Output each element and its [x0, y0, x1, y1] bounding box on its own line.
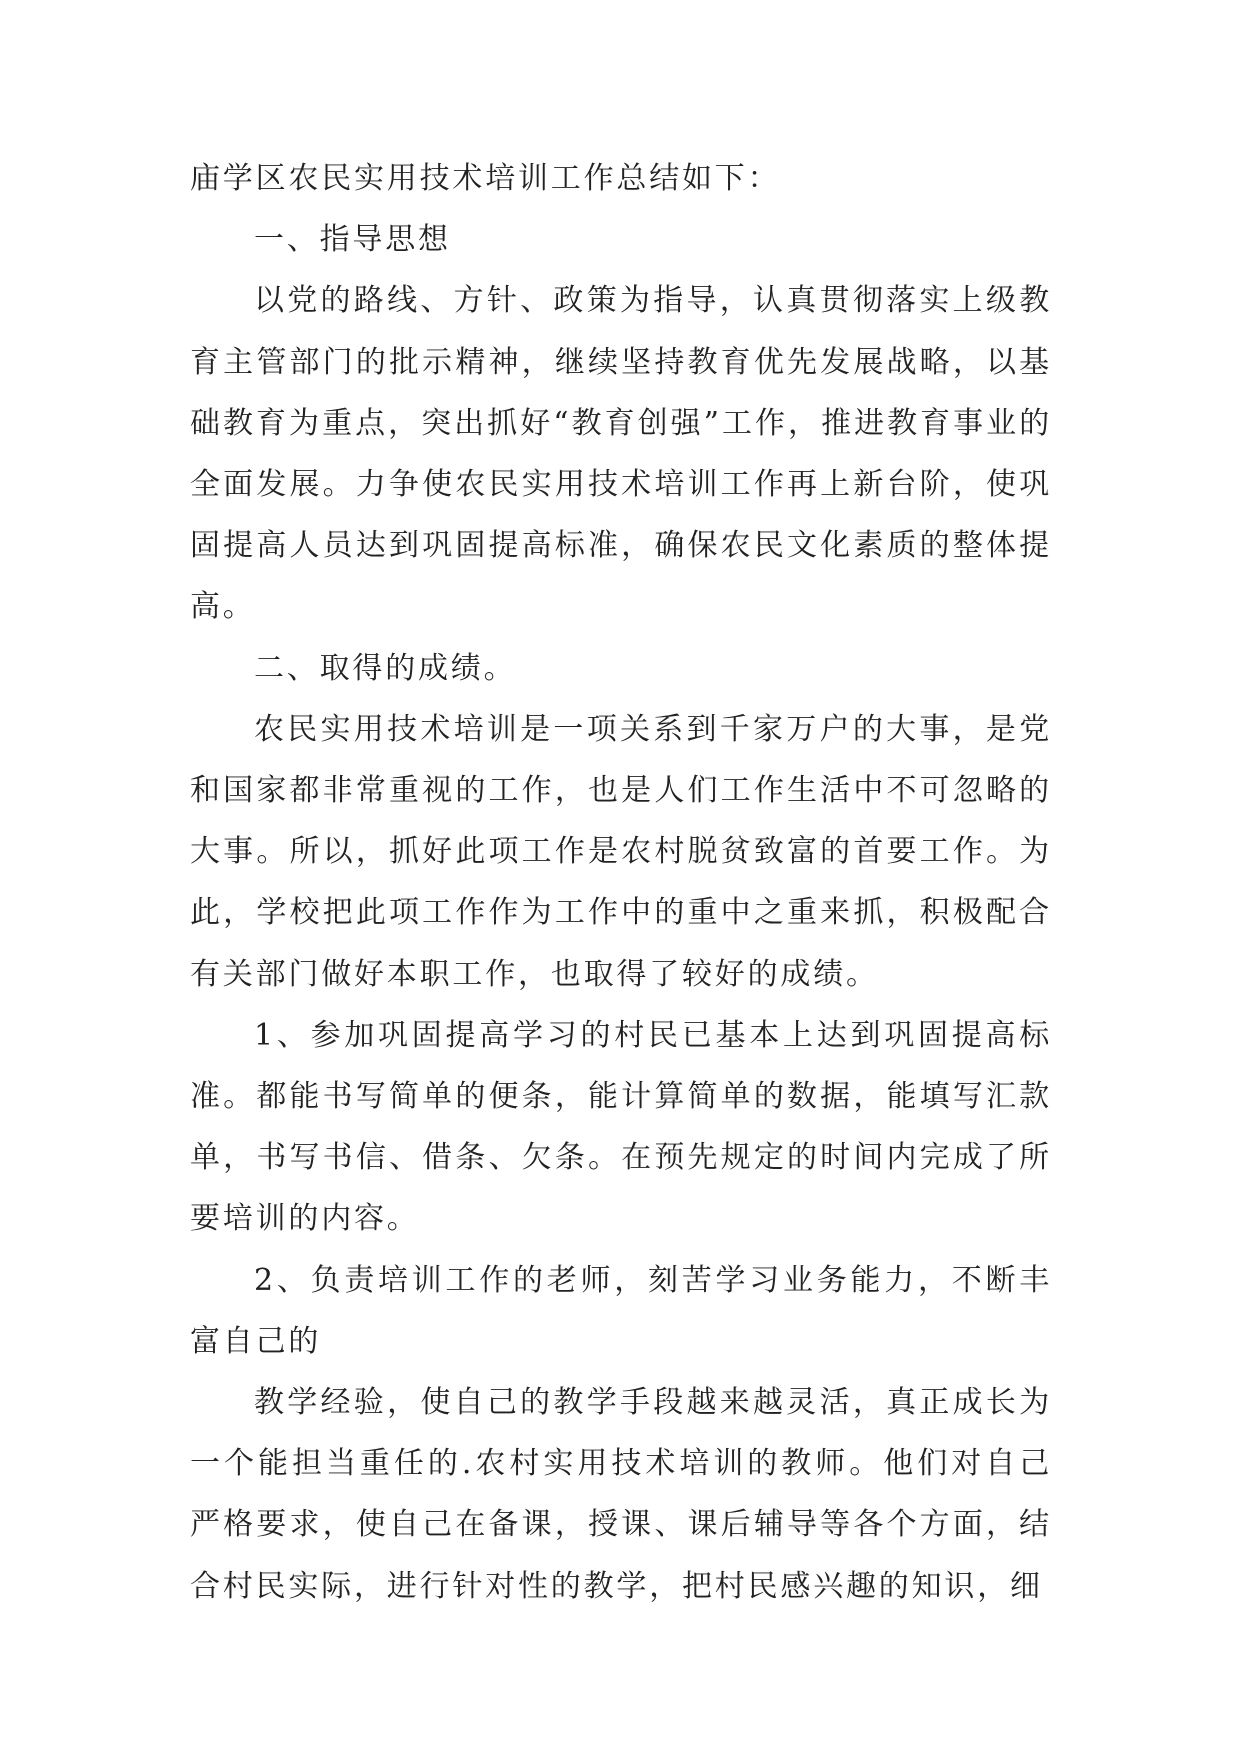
- document-body: [190, 148, 1052, 1617]
- section-heading-guiding-ideology: 一、指导思想: [254, 222, 451, 258]
- achievement-item-2: 2、负责培训工作的老师，刻苦学习业务能力，不断丰富自己的: [190, 1262, 1052, 1359]
- achievements-paragraph: 农民实用技术培训是一项关系到千家万户的大事，是党和国家都非常重视的工作，也是人们工作生活中不可忽略的大事。所以，抓好此项工作是农村脱贫致富的首要工作。为此，学校把此项工作作为工作中的重中之重来抓，积极配合有关部门做好本职工作，也取得了较好的成绩。: [190, 711, 1052, 992]
- intro-paragraph: 庙学区农民实用技术培训工作总结如下：: [190, 161, 781, 196]
- guiding-ideology-paragraph: 以党的路线、方针、政策为指导，认真贯彻落实上级教育主管部门的批示精神，继续坚持教育优先发展战略，以基础教育为重点，突出抓好“教育创强”工作，推进教育事业的全面发展。力争使农民实用技术培训工作再上新台阶，使巩固提高人员达到巩固提高标准，确保农民文化素质的整体提高。: [190, 283, 1052, 625]
- teaching-experience-paragraph: 教学经验，使自己的教学手段越来越灵活，真正成长为一个能担当重任的.农村实用技术培训的教师。他们对自己严格要求，使自己在备课，授课、课后辅导等各个方面，结合村民实际，进行针对性的教学，把村民感兴趣的知识，细: [190, 1385, 1052, 1604]
- achievement-item-1: 1、参加巩固提高学习的村民已基本上达到巩固提高标准。都能书写简单的便条，能计算简单的数据，能填写汇款单，书写书信、借条、欠条。在预先规定的时间内完成了所要培训的内容。: [190, 1017, 1052, 1237]
- section-heading-achievements: 二、取得的成绩。: [254, 650, 517, 686]
